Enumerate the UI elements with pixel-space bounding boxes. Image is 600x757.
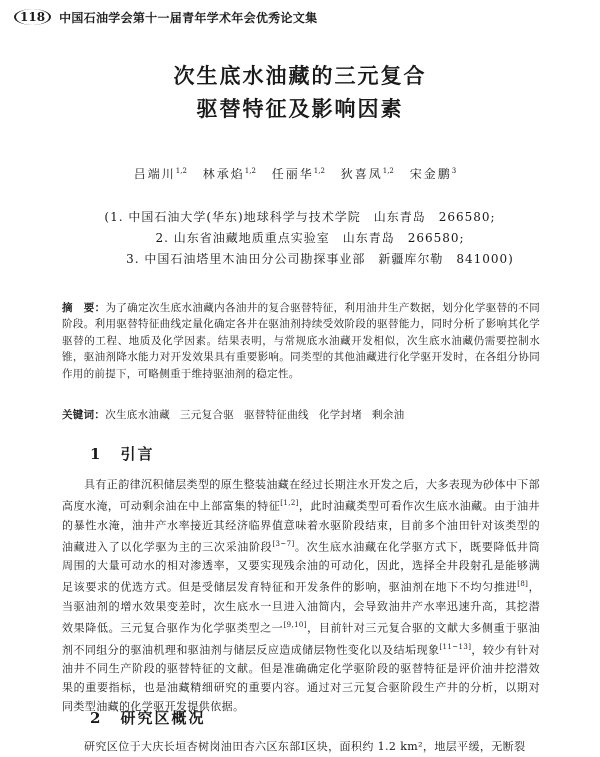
- affiliation-2: 2. 山东省油藏地质重点实验室 山东青岛 266580;: [155, 231, 465, 245]
- running-header: [14, 6, 317, 28]
- body-text: ，当驱油剂的增水效果变差时，次生底水一旦进入油简内，会导致油井产水率迅速升高，其挖潜效果降低。三元复合驱作为化学驱类型之一: [62, 580, 540, 635]
- paper-title-line-1: 次生底水油藏的三元复合: [173, 63, 427, 88]
- study-area-paragraph: 研究区位于大庆长垣杏树岗油田杏六区东部Ⅰ区块，面积约 1.2 km²，地层平缓，无断裂: [84, 740, 526, 753]
- section-title: 研究区概况: [120, 709, 206, 727]
- keyword: 化学封堵: [318, 409, 363, 421]
- author-affiliation-mark: 1,2: [244, 167, 256, 175]
- abstract-text: 为了确定次生底水油藏内各油井的复合驱替特征，利用油井生产数据，划分化学驱替的不同阶段。利用驱替特征曲线定量化确定各井在驱油剂持续受效阶段的驱替能力，同时分析了影响其化学驱替的工程、地质及化学因素。结果表明，与常规底水油藏开发相似，次生底水油藏仍需要控制水锥，驱油剂降水能力对开发效果具有重要影响。同类型的其他油藏进行化学驱开发时，在各组分协同作用的前提下，可略侧重于维持驱油剂的稳定性。: [62, 302, 541, 380]
- citation: [9,10]: [283, 620, 307, 629]
- keywords-label: 关键词：: [62, 409, 106, 421]
- keyword: 驱替特征曲线: [244, 409, 309, 421]
- paper-title-line-2: 驱替特征及影响因素: [196, 96, 404, 121]
- author-affiliation-mark: 1,2: [382, 167, 394, 175]
- author-name: 狄喜凤: [340, 167, 383, 181]
- affiliation-1: (1. 中国石油大学(华东)地球科学与技术学院 山东青岛 266580;: [104, 210, 496, 224]
- abstract: [62, 300, 540, 382]
- body-text: ，较少有针对油井不同生产阶段的驱替特征的文献。但是准确确定化学驱阶段的驱替特征是评价油井挖潜效果的重要指标，也是油藏精细研究的重要内容。通过对三元复合驱阶段生产井的分析，以期对同类型油藏的化学驱开发提供依据。: [62, 643, 540, 714]
- author-affiliation-mark: 1,2: [313, 167, 325, 175]
- section-number: 2: [90, 709, 103, 727]
- author-name: 任丽华: [271, 167, 314, 181]
- section-heading-study-area: [90, 707, 205, 728]
- keyword: 次生底水油藏: [105, 409, 171, 421]
- citation: [11~13]: [439, 642, 472, 651]
- author-name: 林承焰: [202, 167, 245, 181]
- journal-title: 中国石油学会第十一届青年学术年会优秀论文集: [59, 10, 318, 25]
- citation: [3~7]: [272, 539, 295, 548]
- introduction-paragraph: [62, 475, 540, 716]
- section-number: 1: [90, 445, 103, 463]
- author-name: 吕端川: [133, 167, 176, 181]
- author-affiliation-mark: 3: [451, 167, 457, 175]
- section-heading-introduction: [90, 443, 154, 464]
- body-text: 具有正韵律沉积储层类型的原生整装油藏在经过长期注水开发之后，大多表现为砂体中下部高度水淹，可动剩余油在中上部富集的特征: [62, 478, 540, 513]
- body-text: ，目前针对三元复合驱的文献大多侧重于驱油剂不同组分的驱油机理和驱油剂与储层反应造成储层物性变化以及结垢现象: [62, 621, 541, 657]
- keyword: 三元复合驱: [180, 409, 235, 421]
- affiliation-3: 3. 中国石油塔里木油田分公司勘探事业部 新疆库尔勒 841000): [126, 252, 514, 266]
- page-number: 118: [14, 9, 51, 25]
- keywords: [62, 407, 540, 422]
- citation: [1,2]: [280, 499, 299, 507]
- section-title: 引言: [120, 445, 155, 463]
- citation: [8]: [517, 580, 529, 589]
- author-name: 宋金鹏: [409, 167, 452, 181]
- author-affiliation-mark: 1,2: [175, 167, 187, 175]
- abstract-label: 摘 要：: [62, 302, 106, 314]
- body-text: ，此时油藏类型可看作次生底水油藏。由于油井的暴性水淹，油井产水率接近其经济临界值意味着水驱阶段结束，目前多个油田针对该类型的油藏进入了以化学驱为主的三次采油阶段: [62, 499, 540, 554]
- author-list: [0, 165, 600, 182]
- keyword: 剩余油: [372, 409, 405, 421]
- body-text: 。次生底水油藏在化学驱方式下，既要降低井筒周围的大量可动水的相对渗透率，又要实现残余油的可动化，因此，选择全井段射孔是能够满足该要求的优选方式。但是受储层发育特征和开发条件的影响，驱油剂在地下不均匀推进: [62, 540, 540, 594]
